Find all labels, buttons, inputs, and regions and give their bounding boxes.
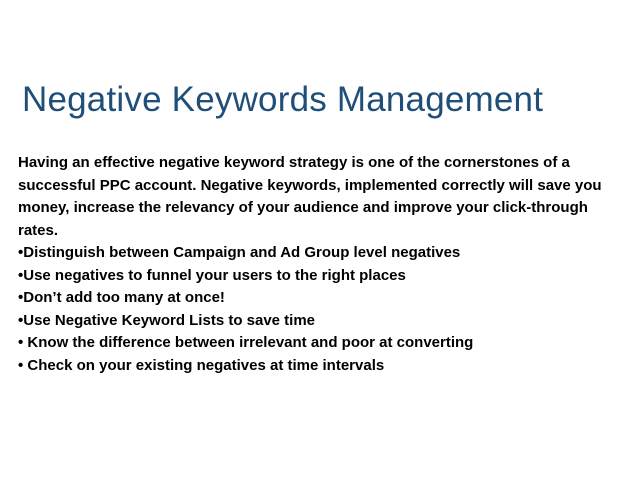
bullet-item: • Check on your existing negatives at time intervals (18, 356, 385, 374)
bullet-item: •Don’t add too many at once! (18, 289, 225, 306)
slide-body (18, 152, 624, 377)
bullet-list (18, 242, 624, 377)
bullet-item: •Use negatives to funnel your users to the right places (18, 266, 406, 284)
bullet-item: •Distinguish between Campaign and Ad Group level negatives (18, 244, 461, 261)
bullet-item: •Use Negative Keyword Lists to save time (18, 311, 316, 329)
intro-paragraph: Having an effective negative keyword strategy is one of the cornerstones of a successful PPC account. Negative keywords, implemented correctly will save you money, increase the relevancy of your audience and improve your click-through rates. (18, 154, 602, 239)
bullet-item: • Know the difference between irrelevant and poor at converting (18, 334, 474, 351)
slide-title: Negative Keywords Management (22, 80, 544, 119)
